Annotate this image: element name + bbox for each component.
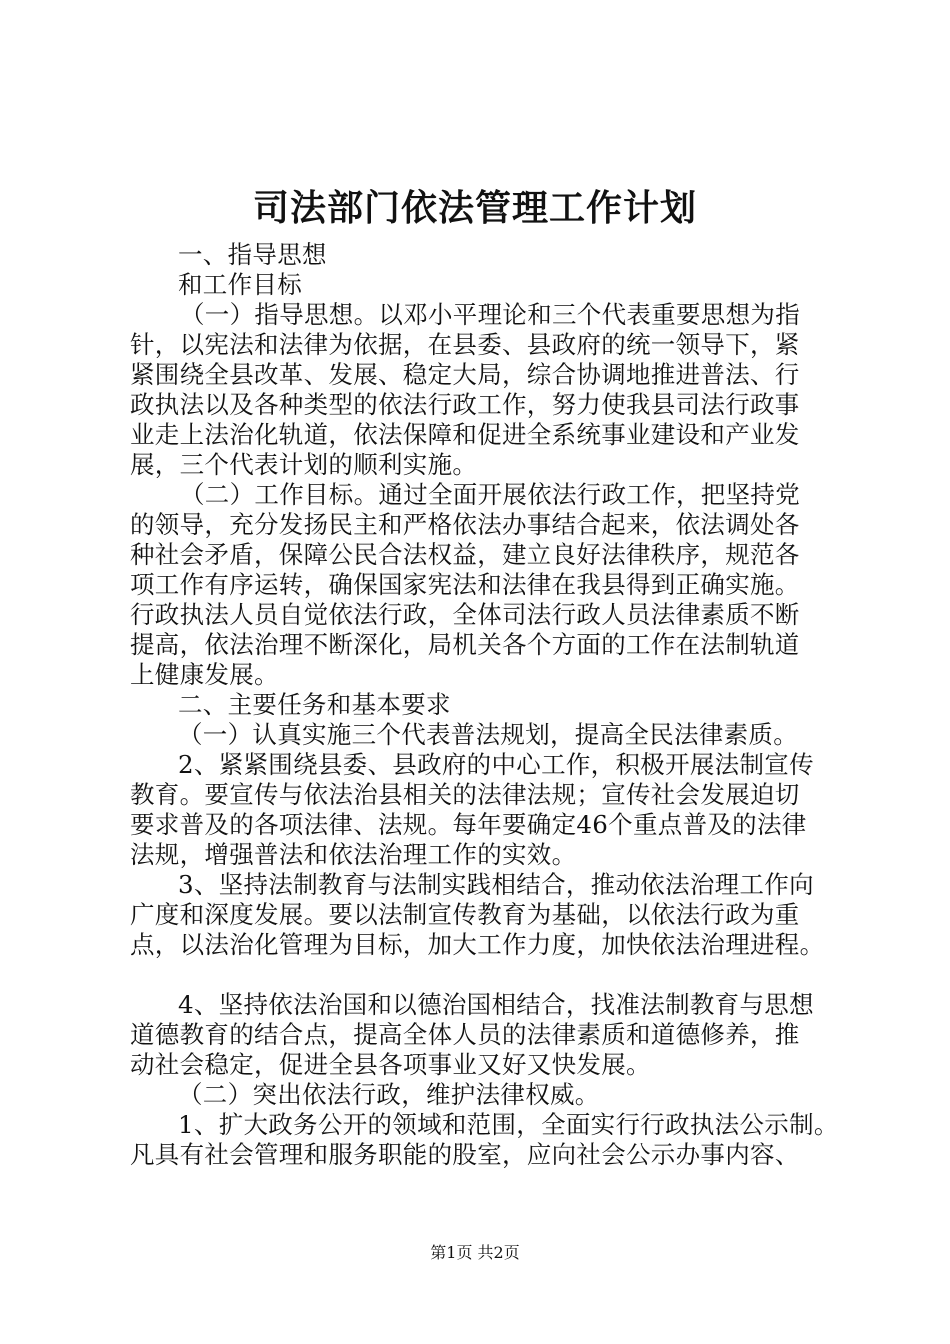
text-line: 法规，增强普法和依法治理工作的实效。 (130, 840, 577, 869)
text-line: 一、指导思想 (178, 240, 327, 269)
text-line: （一）认真实施三个代表普法规划，提高全民法律素质。 (178, 720, 798, 749)
text-line: 展，三个代表计划的顺利实施。 (130, 450, 478, 479)
text-line: 广度和深度发展。要以法制宣传教育为基础，以依法行政为重 (130, 900, 800, 929)
text-line: 和工作目标 (178, 270, 302, 299)
text-line: 动社会稳定，促进全县各项事业又好又快发展。 (130, 1050, 651, 1079)
text-line: 凡具有社会管理和服务职能的股室，应向社会公示办事内容、 (130, 1140, 800, 1169)
text-line: 的领导，充分发扬民主和严格依法办事结合起来，依法调处各 (130, 510, 800, 539)
text-line: 要求普及的各项法律、法规。每年要确定46个重点普及的法律 (130, 810, 807, 839)
text-line: 行政执法人员自觉依法行政，全体司法行政人员法律素质不断 (130, 600, 800, 629)
text-line: 业走上法治化轨道，依法保障和促进全系统事业建设和产业发 (130, 420, 800, 449)
text-line: 项工作有序运转，确保国家宪法和法律在我县得到正确实施。 (130, 570, 800, 599)
text-line: 3、坚持法制教育与法制实践相结合，推动依法治理工作向 (178, 870, 814, 899)
text-line: 点，以法治化管理为目标，加大工作力度，加快依法治理进程。 (130, 930, 825, 959)
text-line: 提高，依法治理不断深化，局机关各个方面的工作在法制轨道 (130, 630, 800, 659)
text-line: （一）指导思想。以邓小平理论和三个代表重要思想为指 (180, 300, 800, 329)
text-line: 4、坚持依法治国和以德治国相结合，找准法制教育与思想 (178, 990, 814, 1019)
text-line: 上健康发展。 (130, 660, 279, 689)
text-line: 针，以宪法和法律为依据，在县委、县政府的统一领导下，紧 (130, 330, 800, 359)
text-line: （二）突出依法行政，维护法律权威。 (178, 1080, 600, 1109)
text-line: 种社会矛盾，保障公民合法权益，建立良好法律秩序，规范各 (130, 540, 800, 569)
text-line: 2、紧紧围绕县委、县政府的中心工作，积极开展法制宣传 (178, 750, 814, 779)
text-line: 紧围绕全县改革、发展、稳定大局，综合协调地推进普法、行 (130, 360, 800, 389)
document-title: 司法部门依法管理工作计划 (252, 187, 697, 229)
page-number: 第1页 共2页 (430, 1243, 520, 1262)
text-line: 道德教育的结合点，提高全体人员的法律素质和道德修养，推 (130, 1020, 800, 1049)
text-line: 1、扩大政务公开的领域和范围，全面实行行政执法公示制。 (178, 1110, 839, 1139)
text-line: 政执法以及各种类型的依法行政工作，努力使我县司法行政事 (130, 390, 800, 419)
text-line: 教育。要宣传与依法治县相关的法律法规；宣传社会发展迫切 (130, 780, 800, 809)
text-line: （二）工作目标。通过全面开展依法行政工作，把坚持党 (180, 480, 800, 509)
section-heading: 二、主要任务和基本要求 (178, 690, 451, 719)
